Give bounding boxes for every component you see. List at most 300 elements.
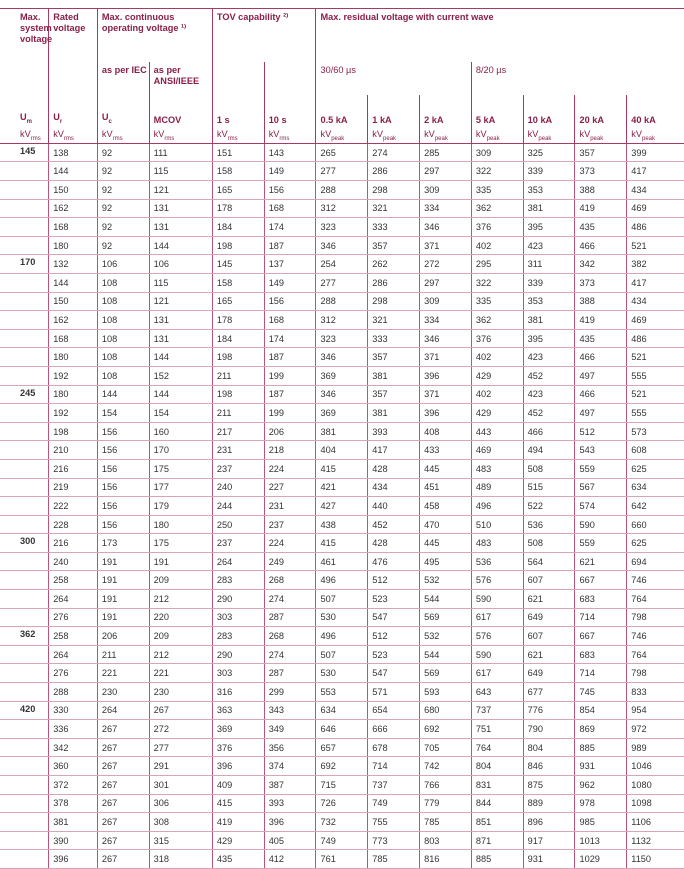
table-cell: 608	[627, 441, 684, 460]
header-unit: $kV_{peak}$	[627, 129, 684, 143]
table-cell: 199	[264, 366, 316, 385]
system-voltage-cell-empty	[0, 552, 49, 571]
table-cell: 396	[49, 850, 98, 869]
table-cell: 184	[212, 329, 264, 348]
header-mcov: Max. continuous operating voltage ¹⁾	[97, 9, 212, 63]
table-cell: 846	[523, 757, 575, 776]
table-cell: 764	[471, 738, 523, 757]
table-cell: 405	[264, 831, 316, 850]
header-sym-10ka: 10 kA	[523, 95, 575, 129]
table-cell: 415	[316, 534, 368, 553]
table-cell: 804	[523, 738, 575, 757]
header-row-symbols	[0, 95, 684, 129]
table-cell: 544	[420, 645, 472, 664]
system-voltage-cell-empty	[0, 348, 49, 367]
table-cell: 617	[471, 664, 523, 683]
header-max-system-voltage: Max. system voltage	[0, 9, 49, 63]
table-cell: 773	[368, 831, 420, 850]
table-cell: 156	[264, 181, 316, 200]
table-cell: 496	[471, 497, 523, 516]
header-sym-10s: 10 s	[264, 95, 316, 129]
table-cell: 749	[316, 831, 368, 850]
table-cell: 571	[368, 683, 420, 702]
table-cell: 191	[97, 571, 149, 590]
table-cell: 381	[368, 366, 420, 385]
table-cell: 335	[471, 292, 523, 311]
table-row	[0, 794, 684, 813]
table-cell: 388	[575, 181, 627, 200]
table-cell: 267	[97, 720, 149, 739]
table-cell: 486	[627, 329, 684, 348]
system-voltage-cell-empty	[0, 757, 49, 776]
table-cell: 369	[316, 404, 368, 423]
header-tov: TOV capability ²⁾	[212, 9, 316, 63]
table-cell: 336	[49, 720, 98, 739]
table-cell: 290	[212, 590, 264, 609]
table-cell: 165	[212, 181, 264, 200]
table-cell: 322	[471, 162, 523, 181]
table-cell: 156	[264, 292, 316, 311]
system-voltage-cell-empty	[0, 218, 49, 237]
table-cell: 262	[368, 255, 420, 274]
table-cell: 179	[149, 497, 212, 516]
table-cell: 469	[471, 441, 523, 460]
header-unit: $kV_{peak}$	[420, 129, 472, 143]
table-cell: 678	[368, 738, 420, 757]
table-cell: 776	[523, 701, 575, 720]
table-cell: 371	[420, 385, 472, 404]
table-cell: 121	[149, 292, 212, 311]
system-voltage-cell-empty	[0, 459, 49, 478]
table-cell: 295	[471, 255, 523, 274]
header-unit: $kV_{peak}$	[523, 129, 575, 143]
table-cell: 286	[368, 162, 420, 181]
table-cell: 466	[523, 422, 575, 441]
table-cell: 373	[575, 273, 627, 292]
table-cell: 404	[316, 441, 368, 460]
table-cell: 649	[523, 608, 575, 627]
table-cell: 346	[420, 329, 472, 348]
table-cell: 634	[316, 701, 368, 720]
table-cell: 1132	[627, 831, 684, 850]
table-cell: 745	[575, 683, 627, 702]
table-cell: 198	[49, 422, 98, 441]
table-cell: 376	[471, 218, 523, 237]
table-cell: 417	[368, 441, 420, 460]
table-cell: 339	[523, 273, 575, 292]
table-cell: 512	[368, 571, 420, 590]
header-as-per-ansi: as per ANSI/IEEE	[149, 62, 212, 95]
table-row	[0, 255, 684, 274]
table-cell: 435	[575, 329, 627, 348]
table-cell: 555	[627, 366, 684, 385]
header-unit: $kV_{rms}$	[264, 129, 316, 143]
table-cell: 156	[97, 478, 149, 497]
header-blank	[212, 62, 264, 95]
table-cell: 532	[420, 627, 472, 646]
table-cell: 621	[523, 590, 575, 609]
table-cell: 523	[368, 590, 420, 609]
table-cell: 346	[316, 348, 368, 367]
system-voltage-cell-empty	[0, 645, 49, 664]
table-cell: 445	[420, 459, 472, 478]
table-cell: 497	[575, 366, 627, 385]
table-cell: 483	[471, 534, 523, 553]
table-row	[0, 738, 684, 757]
table-cell: 220	[149, 608, 212, 627]
table-cell: 683	[575, 645, 627, 664]
table-cell: 299	[264, 683, 316, 702]
table-cell: 434	[368, 478, 420, 497]
header-sym-40ka: 40 kA	[627, 95, 684, 129]
table-cell: 732	[316, 813, 368, 832]
table-cell: 896	[523, 813, 575, 832]
table-cell: 297	[420, 273, 472, 292]
table-cell: 267	[97, 776, 149, 795]
table-cell: 854	[575, 701, 627, 720]
table-cell: 230	[149, 683, 212, 702]
table-cell: 145	[212, 255, 264, 274]
table-cell: 144	[149, 236, 212, 255]
table-cell: 154	[97, 404, 149, 423]
table-cell: 258	[49, 627, 98, 646]
table-cell: 381	[368, 404, 420, 423]
table-cell: 228	[49, 515, 98, 534]
table-cell: 301	[149, 776, 212, 795]
table-row	[0, 441, 684, 460]
table-cell: 417	[627, 162, 684, 181]
table-cell: 312	[316, 311, 368, 330]
table-cell: 268	[264, 627, 316, 646]
table-cell: 175	[149, 534, 212, 553]
table-cell: 199	[264, 404, 316, 423]
header-unit: $kV_{rms}$	[149, 129, 212, 143]
table-cell: 421	[316, 478, 368, 497]
table-cell: 191	[97, 590, 149, 609]
header-sym-1ka: 1 kA	[368, 95, 420, 129]
table-cell: 209	[149, 627, 212, 646]
table-cell: 382	[627, 255, 684, 274]
table-cell: 211	[212, 404, 264, 423]
table-cell: 231	[212, 441, 264, 460]
table-cell: 108	[97, 366, 149, 385]
table-cell: 288	[49, 683, 98, 702]
table-cell: 409	[212, 776, 264, 795]
system-voltage-cell-empty	[0, 181, 49, 200]
table-cell: 512	[575, 422, 627, 441]
table-cell: 931	[575, 757, 627, 776]
table-cell: 573	[627, 422, 684, 441]
table-cell: 138	[49, 143, 98, 162]
table-cell: 323	[316, 218, 368, 237]
table-cell: 844	[471, 794, 523, 813]
table-cell: 369	[212, 720, 264, 739]
table-cell: 1046	[627, 757, 684, 776]
table-cell: 737	[368, 776, 420, 795]
table-cell: 714	[368, 757, 420, 776]
table-row	[0, 422, 684, 441]
table-cell: 508	[523, 534, 575, 553]
table-cell: 667	[575, 627, 627, 646]
header-row-units	[0, 129, 684, 143]
table-cell: 649	[523, 664, 575, 683]
table-cell: 174	[264, 218, 316, 237]
header-sym-5ka: 5 kA	[471, 95, 523, 129]
table-cell: 216	[49, 534, 98, 553]
table-row	[0, 515, 684, 534]
table-cell: 106	[97, 255, 149, 274]
table-cell: 429	[471, 366, 523, 385]
table-cell: 191	[97, 608, 149, 627]
table-cell: 277	[316, 162, 368, 181]
table-row	[0, 664, 684, 683]
table-cell: 871	[471, 831, 523, 850]
table-cell: 387	[264, 776, 316, 795]
table-cell: 108	[97, 311, 149, 330]
table-cell: 334	[420, 311, 472, 330]
table-cell: 553	[316, 683, 368, 702]
table-cell: 250	[212, 515, 264, 534]
table-cell: 346	[420, 218, 472, 237]
system-voltage-cell: 420	[0, 701, 49, 720]
table-cell: 590	[471, 590, 523, 609]
system-voltage-cell-empty	[0, 850, 49, 869]
table-cell: 339	[523, 162, 575, 181]
table-cell: 342	[575, 255, 627, 274]
table-cell: 132	[49, 255, 98, 274]
table-cell: 496	[316, 627, 368, 646]
table-cell: 590	[575, 515, 627, 534]
table-cell: 264	[212, 552, 264, 571]
table-cell: 131	[149, 311, 212, 330]
table-cell: 371	[420, 236, 472, 255]
table-cell: 321	[368, 199, 420, 218]
table-cell: 452	[368, 515, 420, 534]
table-cell: 285	[420, 143, 472, 162]
header-sym-ur: $U_r$	[49, 95, 98, 129]
table-row	[0, 366, 684, 385]
table-cell: 831	[471, 776, 523, 795]
table-cell: 333	[368, 218, 420, 237]
table-row	[0, 329, 684, 348]
table-cell: 869	[575, 720, 627, 739]
table-cell: 621	[523, 645, 575, 664]
table-cell: 206	[264, 422, 316, 441]
table-cell: 660	[627, 515, 684, 534]
table-cell: 1080	[627, 776, 684, 795]
table-cell: 274	[264, 645, 316, 664]
system-voltage-cell-empty	[0, 590, 49, 609]
system-voltage-cell-empty	[0, 683, 49, 702]
table-cell: 452	[523, 366, 575, 385]
table-cell: 357	[575, 143, 627, 162]
table-cell: 419	[575, 311, 627, 330]
table-cell: 785	[420, 813, 472, 832]
table-row	[0, 311, 684, 330]
table-cell: 92	[97, 143, 149, 162]
table-cell: 168	[49, 218, 98, 237]
table-cell: 746	[627, 571, 684, 590]
table-row	[0, 404, 684, 423]
table-cell: 962	[575, 776, 627, 795]
system-voltage-cell-empty	[0, 738, 49, 757]
table-cell: 108	[97, 348, 149, 367]
table-cell: 522	[523, 497, 575, 516]
table-cell: 749	[368, 794, 420, 813]
table-cell: 309	[471, 143, 523, 162]
table-cell: 187	[264, 348, 316, 367]
table-cell: 131	[149, 329, 212, 348]
table-cell: 180	[49, 348, 98, 367]
header-sym-05ka: 0.5 kA	[316, 95, 368, 129]
table-cell: 521	[627, 385, 684, 404]
table-cell: 1029	[575, 850, 627, 869]
table-cell: 360	[49, 757, 98, 776]
table-cell: 607	[523, 571, 575, 590]
table-cell: 303	[212, 664, 264, 683]
table-cell: 435	[575, 218, 627, 237]
header-sym-um: $U_m$	[20, 112, 32, 125]
table-cell: 408	[420, 422, 472, 441]
table-cell: 544	[420, 590, 472, 609]
table-cell: 388	[575, 292, 627, 311]
table-cell: 683	[575, 590, 627, 609]
table-cell: 395	[523, 218, 575, 237]
table-row	[0, 645, 684, 664]
table-cell: 267	[97, 757, 149, 776]
table-cell: 666	[368, 720, 420, 739]
table-cell: 931	[523, 850, 575, 869]
table-cell: 567	[575, 478, 627, 497]
table-row	[0, 459, 684, 478]
table-cell: 737	[471, 701, 523, 720]
table-cell: 308	[149, 813, 212, 832]
table-cell: 576	[471, 571, 523, 590]
table-cell: 443	[471, 422, 523, 441]
table-cell: 954	[627, 701, 684, 720]
table-cell: 309	[420, 181, 472, 200]
system-voltage-cell-empty	[0, 199, 49, 218]
table-cell: 221	[97, 664, 149, 683]
table-cell: 168	[264, 199, 316, 218]
table-cell: 590	[471, 645, 523, 664]
header-sym-20ka: 20 kA	[575, 95, 627, 129]
table-cell: 276	[49, 664, 98, 683]
table-cell: 393	[368, 422, 420, 441]
table-cell: 402	[471, 385, 523, 404]
table-row	[0, 143, 684, 162]
table-cell: 438	[316, 515, 368, 534]
table-row	[0, 627, 684, 646]
table-cell: 334	[420, 199, 472, 218]
table-row	[0, 683, 684, 702]
system-voltage-cell: 300	[0, 534, 49, 553]
table-row	[0, 831, 684, 850]
system-voltage-cell-empty	[0, 478, 49, 497]
table-cell: 816	[420, 850, 472, 869]
table-body	[0, 143, 684, 868]
table-cell: 227	[264, 478, 316, 497]
table-cell: 287	[264, 608, 316, 627]
table-cell: 168	[49, 329, 98, 348]
system-voltage-cell-empty	[0, 292, 49, 311]
table-cell: 297	[420, 162, 472, 181]
header-wave-8-20: 8/20 µs	[471, 62, 684, 95]
table-cell: 150	[49, 181, 98, 200]
table-cell: 507	[316, 645, 368, 664]
table-cell: 144	[97, 385, 149, 404]
table-cell: 434	[627, 292, 684, 311]
table-cell: 149	[264, 273, 316, 292]
table-cell: 277	[316, 273, 368, 292]
table-cell: 714	[575, 608, 627, 627]
table-cell: 726	[316, 794, 368, 813]
table-cell: 798	[627, 664, 684, 683]
table-cell: 318	[149, 850, 212, 869]
table-cell: 536	[523, 515, 575, 534]
table-cell: 667	[575, 571, 627, 590]
table-cell: 452	[523, 404, 575, 423]
table-cell: 92	[97, 162, 149, 181]
table-cell: 357	[368, 236, 420, 255]
arrester-rating-table	[0, 8, 684, 869]
table-cell: 972	[627, 720, 684, 739]
table-cell: 306	[149, 794, 212, 813]
table-cell: 137	[264, 255, 316, 274]
table-cell: 115	[149, 273, 212, 292]
table-cell: 158	[212, 273, 264, 292]
table-cell: 178	[212, 311, 264, 330]
table-cell: 357	[368, 348, 420, 367]
table-cell: 985	[575, 813, 627, 832]
table-cell: 170	[149, 441, 212, 460]
table-cell: 267	[97, 831, 149, 850]
table-cell: 376	[212, 738, 264, 757]
table-cell: 1098	[627, 794, 684, 813]
table-cell: 209	[149, 571, 212, 590]
table-cell: 372	[49, 776, 98, 795]
table-cell: 244	[212, 497, 264, 516]
header-unit: $kV_{peak}$	[316, 129, 368, 143]
table-cell: 162	[49, 311, 98, 330]
table-cell: 264	[49, 645, 98, 664]
table-cell: 92	[97, 181, 149, 200]
table-row	[0, 162, 684, 181]
table-cell: 654	[368, 701, 420, 720]
table-row	[0, 850, 684, 869]
table-cell: 315	[149, 831, 212, 850]
table-cell: 396	[420, 366, 472, 385]
table-row	[0, 552, 684, 571]
table-cell: 521	[627, 348, 684, 367]
table-cell: 249	[264, 552, 316, 571]
table-cell: 237	[264, 515, 316, 534]
table-cell: 180	[149, 515, 212, 534]
header-unit: $kV_{peak}$	[471, 129, 523, 143]
table-cell: 108	[97, 329, 149, 348]
table-cell: 212	[149, 645, 212, 664]
table-row	[0, 608, 684, 627]
table-cell: 177	[149, 478, 212, 497]
table-cell: 211	[97, 645, 149, 664]
table-cell: 536	[471, 552, 523, 571]
table-cell: 742	[420, 757, 472, 776]
table-cell: 617	[471, 608, 523, 627]
table-cell: 231	[264, 497, 316, 516]
table-cell: 311	[523, 255, 575, 274]
table-cell: 507	[316, 590, 368, 609]
table-cell: 156	[97, 441, 149, 460]
